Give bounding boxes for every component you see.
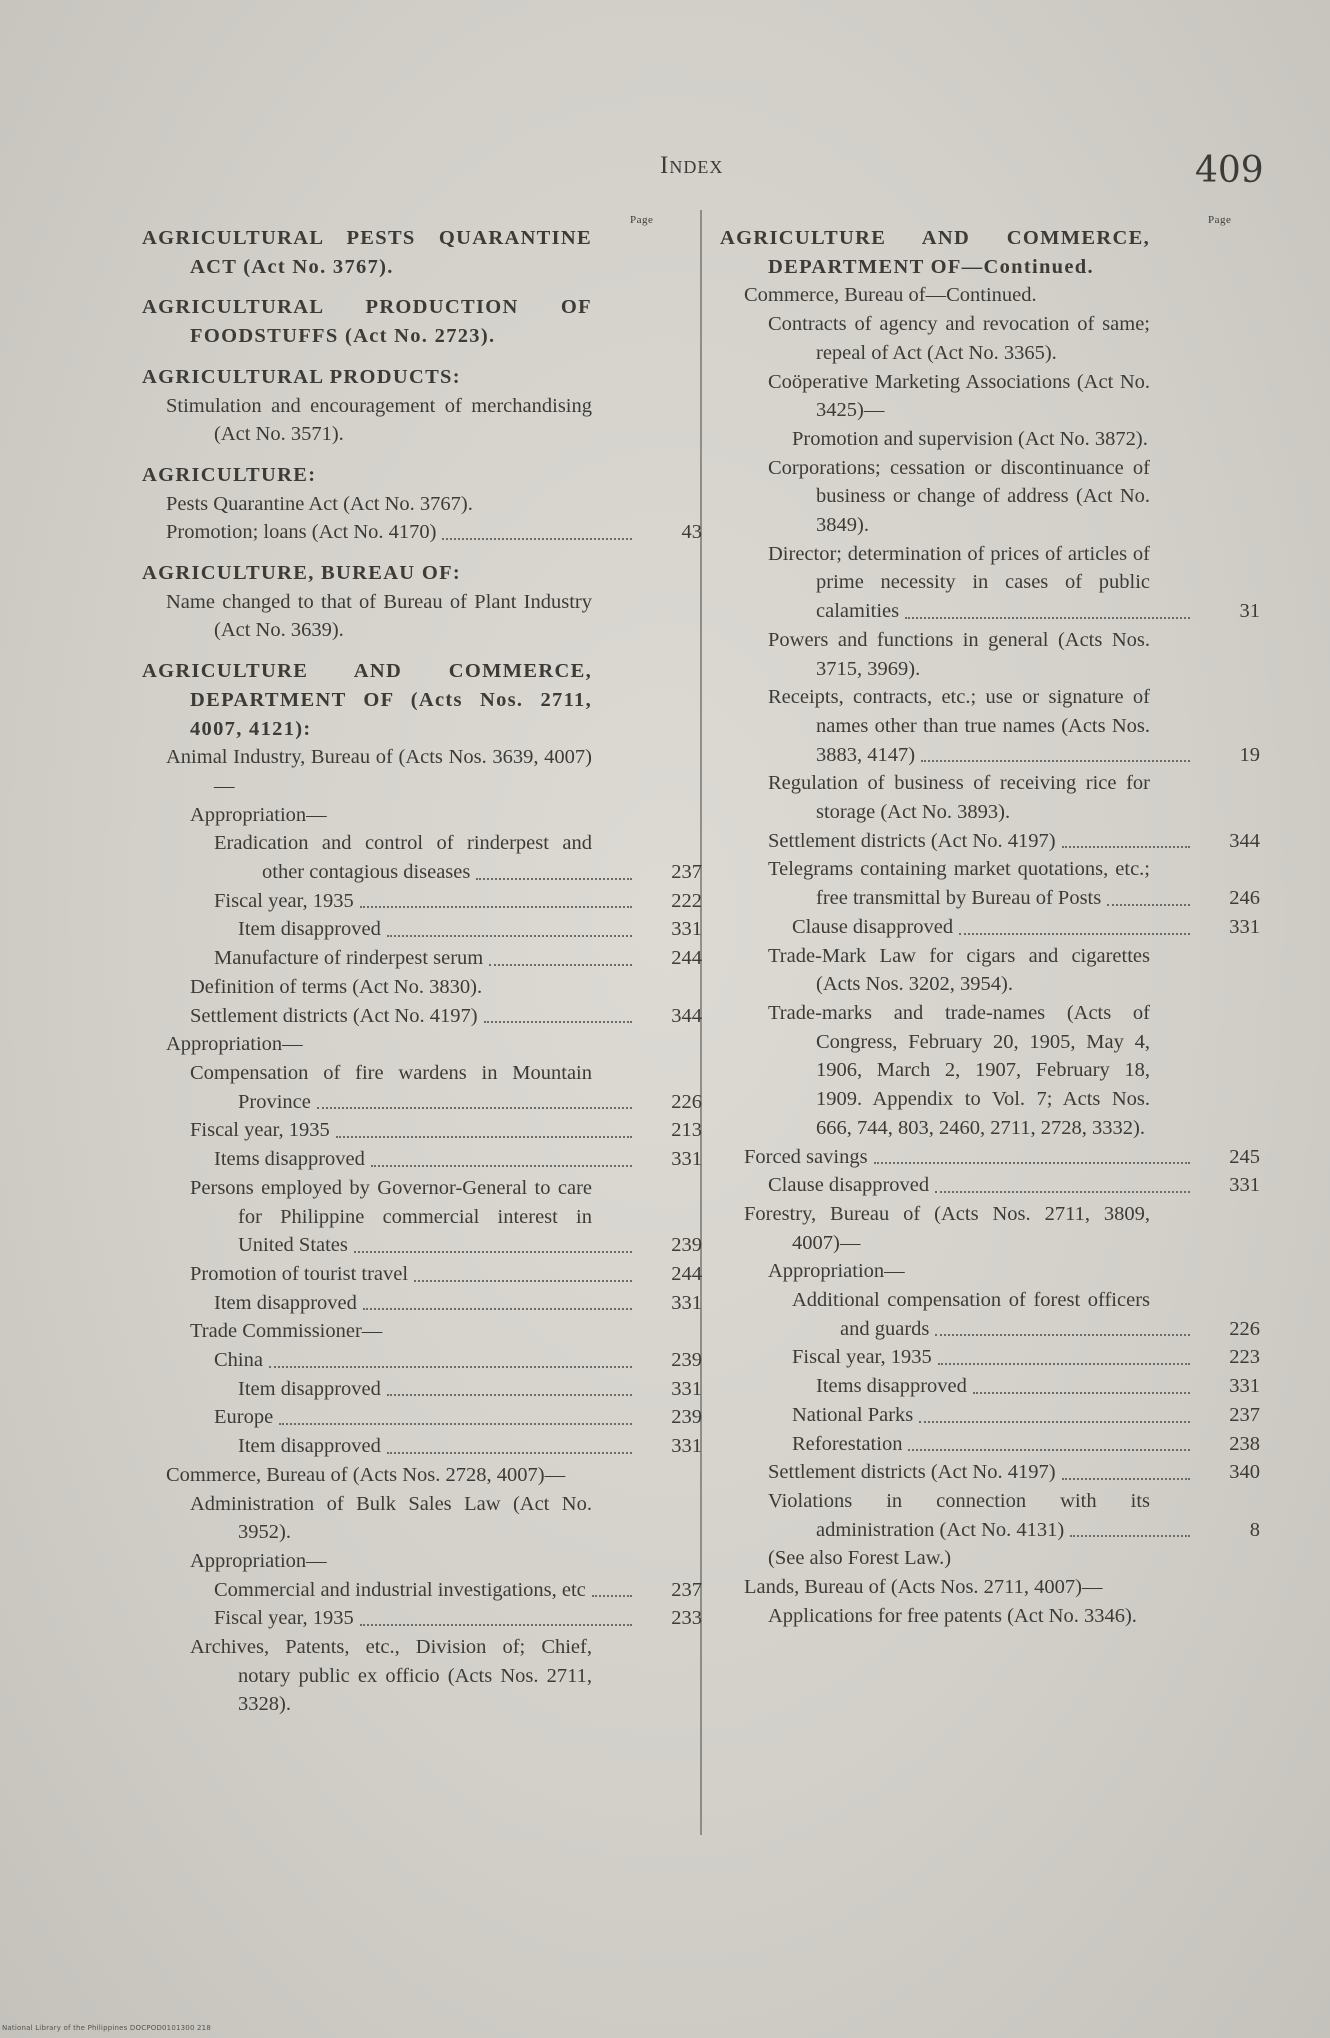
- dot-leader: [1062, 846, 1190, 848]
- index-entry-text: Commercial and industrial investigations, etc: [214, 1578, 586, 1601]
- index-page-ref: 239: [671, 1234, 702, 1257]
- index-page-ref: 331: [1229, 1375, 1260, 1398]
- dot-leader: [938, 1363, 1190, 1365]
- index-entry: [720, 626, 1260, 683]
- index-entry: [142, 1375, 702, 1404]
- dot-leader: [387, 935, 632, 937]
- index-entry: [720, 1286, 1260, 1343]
- index-entry: [720, 913, 1260, 942]
- index-entry-text: Promotion and supervision (Act No. 3872).: [792, 427, 1148, 450]
- index-page-ref: 222: [671, 889, 702, 912]
- index-entry: [720, 281, 1260, 310]
- dot-leader: [360, 1624, 632, 1626]
- index-page-ref: 244: [671, 947, 702, 970]
- index-page-ref: 237: [671, 1578, 702, 1601]
- index-entry-text: Receipts, contracts, etc.; use or signature of names other than true names (Acts Nos. 3883, 4147): [768, 686, 1150, 766]
- index-column-left: [142, 212, 702, 1719]
- index-entry-text: Applications for free patents (Act No. 3346).: [768, 1604, 1137, 1627]
- index-entry-text: Archives, Patents, etc., Division of; Chief, notary public ex officio (Acts Nos. 2711, 3328).: [190, 1636, 592, 1716]
- index-heading: AGRICULTURAL PRODUCTS:: [142, 365, 461, 388]
- index-entry-text: Animal Industry, Bureau of (Acts Nos. 3639, 4007)—: [166, 746, 592, 797]
- index-column-right: [720, 212, 1260, 1630]
- index-entry-text: Promotion; loans (Act No. 4170): [166, 521, 437, 544]
- index-entry: [142, 1490, 702, 1547]
- index-page-ref: 331: [671, 1291, 702, 1314]
- dot-leader: [387, 1394, 632, 1396]
- index-page-ref: 340: [1229, 1461, 1260, 1484]
- dot-leader: [484, 1021, 632, 1023]
- index-entry: [142, 1174, 702, 1260]
- index-heading: AGRICULTURE:: [142, 463, 317, 486]
- index-page-ref: 331: [1229, 1174, 1260, 1197]
- index-entry-text: Name changed to that of Bureau of Plant Industry (Act No. 3639).: [166, 590, 592, 642]
- index-entry-text: Clause disapproved: [768, 1174, 930, 1197]
- index-entry: [720, 827, 1260, 856]
- index-entry: [720, 1200, 1260, 1257]
- index-entry: [142, 1432, 702, 1461]
- index-page-ref: 239: [671, 1406, 702, 1429]
- index-page-ref: 344: [1229, 829, 1260, 852]
- index-entry: [720, 1430, 1260, 1459]
- index-heading: AGRICULTURE, BUREAU OF:: [142, 562, 462, 585]
- index-entry-text: Items disapproved: [816, 1375, 967, 1398]
- index-entry: [720, 1458, 1260, 1487]
- index-page-ref: 19: [1239, 743, 1260, 766]
- index-entry: [720, 425, 1260, 454]
- index-page-ref: 237: [671, 861, 702, 884]
- index-heading: AGRICULTURE AND COMMERCE, DEPARTMENT OF (Acts Nos. 2711, 4007, 4121):: [142, 660, 592, 740]
- index-entry: [142, 887, 702, 916]
- dot-leader: [935, 1191, 1190, 1193]
- index-entry: [142, 657, 702, 743]
- index-page-ref: 239: [671, 1349, 702, 1372]
- index-entry: [720, 1372, 1260, 1401]
- index-page-ref: 238: [1229, 1432, 1260, 1455]
- index-entry: [142, 1317, 702, 1346]
- dot-leader: [935, 1334, 1190, 1336]
- index-entry-text: Trade-marks and trade-names (Acts of Congress, February 20, 1905, May 4, 1906, March 2, 1907, February 18, 1909. Appendix to Vol. 7; Acts Nos. 666, 744, 803, 2460, 2711, 2728, 3332).: [768, 1001, 1150, 1139]
- index-entry-text: Compensation of fire wardens in Mountain Province: [190, 1061, 592, 1113]
- index-entry: [142, 1145, 702, 1174]
- index-page-ref: 226: [1229, 1317, 1260, 1340]
- index-page-ref: 344: [671, 1004, 702, 1027]
- dot-leader: [363, 1308, 632, 1310]
- index-entry-text: Director; determination of prices of articles of prime necessity in cases of public calamities: [768, 542, 1150, 623]
- index-entry: [142, 1289, 702, 1318]
- index-entry-text: Telegrams containing market quotations, etc.; free transmittal by Bureau of Posts: [768, 858, 1150, 910]
- dot-leader: [442, 538, 632, 540]
- index-entry: [720, 769, 1260, 826]
- index-entry-text: Corporations; cessation or discontinuance of business or change of address (Act No. 3849).: [768, 456, 1150, 537]
- index-entry: [720, 368, 1260, 425]
- dot-leader: [919, 1421, 1190, 1423]
- index-page-ref: 245: [1229, 1145, 1260, 1168]
- index-entry-text: Contracts of agency and revocation of same; repeal of Act (Act No. 3365).: [768, 313, 1150, 364]
- index-entry: [720, 1602, 1260, 1631]
- index-entry: [142, 1604, 702, 1633]
- index-entry: [720, 1401, 1260, 1430]
- index-entry-text: Forestry, Bureau of (Acts Nos. 2711, 3809, 4007)—: [744, 1202, 1150, 1254]
- index-entry: [142, 392, 702, 449]
- index-entry-text: Forced savings: [744, 1145, 868, 1168]
- index-entry: [142, 1346, 702, 1375]
- index-page-ref: 237: [1229, 1403, 1260, 1426]
- index-page-ref: 8: [1249, 1518, 1260, 1541]
- index-entry: [142, 743, 702, 800]
- index-entry: [720, 999, 1260, 1143]
- index-entry-text: National Parks: [792, 1403, 914, 1426]
- index-entry-text: Settlement districts (Act No. 4197): [190, 1004, 478, 1027]
- index-entry-text: Fiscal year, 1935: [792, 1346, 932, 1369]
- index-heading: AGRICULTURAL PESTS QUARANTINE ACT (Act No. 3767).: [142, 227, 592, 278]
- index-entry-text: Reforestation: [792, 1432, 903, 1455]
- index-entry-text: Settlement districts (Act No. 4197): [768, 829, 1056, 852]
- dot-leader: [921, 760, 1190, 762]
- index-entry: [142, 1461, 702, 1490]
- index-entry: [720, 1143, 1260, 1172]
- index-entry: [720, 942, 1260, 999]
- dot-leader: [489, 964, 632, 966]
- index-entry-text: Lands, Bureau of (Acts Nos. 2711, 4007)—: [744, 1576, 1103, 1599]
- index-entry-text: (See also Forest Law.): [768, 1547, 952, 1570]
- index-entry-text: Manufacture of rinderpest serum: [214, 947, 484, 970]
- dot-leader: [1062, 1478, 1190, 1480]
- index-entry-text: Item disapproved: [214, 1291, 357, 1314]
- index-page-ref: 213: [671, 1119, 702, 1142]
- dot-leader: [1070, 1535, 1190, 1537]
- index-page-ref: 331: [671, 918, 702, 941]
- index-entry-text: Additional compensation of forest officers and guards: [792, 1289, 1150, 1340]
- index-entry: [142, 1002, 702, 1031]
- index-entry: [720, 1487, 1260, 1544]
- index-entry: [142, 1547, 702, 1576]
- index-entry-text: Settlement districts (Act No. 4197): [768, 1461, 1056, 1484]
- index-entry: [720, 540, 1260, 626]
- dot-leader: [354, 1251, 632, 1253]
- index-page-ref: 331: [671, 1148, 702, 1171]
- dot-leader: [414, 1280, 632, 1282]
- index-entry-text: Fiscal year, 1935: [214, 1607, 354, 1630]
- index-entry: [720, 1544, 1260, 1573]
- index-page-ref: 331: [671, 1435, 702, 1458]
- index-entry-text: Pests Quarantine Act (Act No. 3767).: [166, 492, 473, 515]
- dot-leader: [905, 617, 1190, 619]
- index-entry-text: Powers and functions in general (Acts Nos. 3715, 3969).: [768, 628, 1150, 680]
- index-entry-text: Eradication and control of rinderpest and other contagious diseases: [214, 832, 592, 884]
- index-entry-text: Violations in connection with its administration (Act No. 4131): [768, 1489, 1150, 1541]
- index-page-ref: 246: [1229, 887, 1260, 910]
- index-page-ref: 43: [681, 521, 702, 544]
- index-entry-text: Commerce, Bureau of (Acts Nos. 2728, 4007)—: [166, 1463, 566, 1486]
- index-page-ref: 31: [1239, 600, 1260, 623]
- index-entry: [720, 310, 1260, 367]
- dot-leader: [959, 933, 1190, 935]
- dot-leader: [874, 1162, 1190, 1164]
- index-entry: [142, 1576, 702, 1605]
- index-entry-text: Item disapproved: [238, 918, 381, 941]
- index-entry: [720, 1257, 1260, 1286]
- dot-leader: [317, 1107, 632, 1109]
- index-entry: [142, 944, 702, 973]
- index-entry-text: Definition of terms (Act No. 3830).: [190, 975, 483, 998]
- running-head: Index: [660, 152, 724, 179]
- index-entry-text: Europe: [214, 1406, 274, 1429]
- page-column-label-left: Page: [630, 214, 654, 226]
- index-entry: [142, 224, 702, 281]
- index-page-ref: 233: [671, 1607, 702, 1630]
- dot-leader: [908, 1449, 1190, 1451]
- index-entry-text: Trade Commissioner—: [190, 1320, 383, 1343]
- page-number: 409: [1195, 150, 1264, 191]
- dot-leader: [371, 1165, 632, 1167]
- index-page-ref: 223: [1229, 1346, 1260, 1369]
- dot-leader: [476, 878, 632, 880]
- index-entry-text: Trade-Mark Law for cigars and cigarettes (Acts Nos. 3202, 3954).: [768, 944, 1150, 996]
- index-entry-text: Appropriation—: [166, 1033, 303, 1056]
- index-heading: AGRICULTURE AND COMMERCE, DEPARTMENT OF—Continued.: [720, 227, 1150, 278]
- index-entry: [142, 461, 702, 490]
- index-entry-text: Stimulation and encouragement of merchandising (Act No. 3571).: [166, 394, 592, 446]
- index-heading: AGRICULTURAL PRODUCTION OF FOODSTUFFS (Act No. 2723).: [142, 296, 592, 348]
- index-entry-text: Commerce, Bureau of—Continued.: [744, 284, 1037, 307]
- index-entry: [142, 1633, 702, 1719]
- index-entry-text: Item disapproved: [238, 1377, 381, 1400]
- index-entry: [142, 973, 702, 1002]
- index-page-ref: 331: [1229, 915, 1260, 938]
- index-entry: [142, 1030, 702, 1059]
- index-entry: [720, 1171, 1260, 1200]
- dot-leader: [269, 1366, 632, 1368]
- footer-credit: National Library of the Philippines DOCPOD0101300 218: [2, 2024, 211, 2032]
- index-entry: [142, 915, 702, 944]
- index-entry: [142, 1116, 702, 1145]
- index-page-ref: 244: [671, 1262, 702, 1285]
- index-entry: [142, 490, 702, 519]
- index-entry-text: Appropriation—: [768, 1260, 905, 1283]
- page-column-label-right: Page: [1208, 214, 1232, 226]
- index-entry-text: Fiscal year, 1935: [190, 1119, 330, 1142]
- dot-leader: [592, 1595, 632, 1597]
- index-page-ref: 226: [671, 1090, 702, 1113]
- index-entry-text: Fiscal year, 1935: [214, 889, 354, 912]
- index-entry-text: Appropriation—: [190, 1549, 327, 1572]
- index-entry-text: Appropriation—: [190, 803, 327, 826]
- index-entry: [142, 559, 702, 588]
- index-entry-text: Administration of Bulk Sales Law (Act No. 3952).: [190, 1492, 592, 1544]
- index-entry: [142, 829, 702, 886]
- index-entry: [720, 1343, 1260, 1372]
- index-entry: [142, 588, 702, 645]
- index-entry: [142, 1059, 702, 1116]
- index-entry-text: Coöperative Marketing Associations (Act No. 3425)—: [768, 370, 1150, 422]
- dot-leader: [387, 1452, 632, 1454]
- index-entry-text: Persons employed by Governor-General to care for Philippine commercial interest in United States: [190, 1176, 592, 1257]
- index-entry: [720, 1573, 1260, 1602]
- index-entry: [720, 855, 1260, 912]
- index-entry-text: Item disapproved: [238, 1435, 381, 1458]
- dot-leader: [279, 1423, 632, 1425]
- index-entry-text: Items disapproved: [214, 1148, 365, 1171]
- index-entry-text: Clause disapproved: [792, 915, 954, 938]
- index-entry-text: Promotion of tourist travel: [190, 1262, 409, 1285]
- index-entry: [720, 224, 1260, 281]
- index-entry: [142, 363, 702, 392]
- index-entry: [720, 683, 1260, 769]
- index-entry: [142, 293, 702, 350]
- index-entry-text: China: [214, 1349, 263, 1372]
- index-entry-text: Regulation of business of receiving rice for storage (Act No. 3893).: [768, 772, 1150, 824]
- index-entry: [142, 1403, 702, 1432]
- dot-leader: [973, 1392, 1190, 1394]
- index-entry: [142, 1260, 702, 1289]
- index-entry: [142, 518, 702, 547]
- index-entry: [142, 801, 702, 830]
- index-entry: [720, 454, 1260, 540]
- index-page-ref: 331: [671, 1377, 702, 1400]
- dot-leader: [336, 1136, 632, 1138]
- dot-leader: [360, 906, 632, 908]
- dot-leader: [1107, 904, 1190, 906]
